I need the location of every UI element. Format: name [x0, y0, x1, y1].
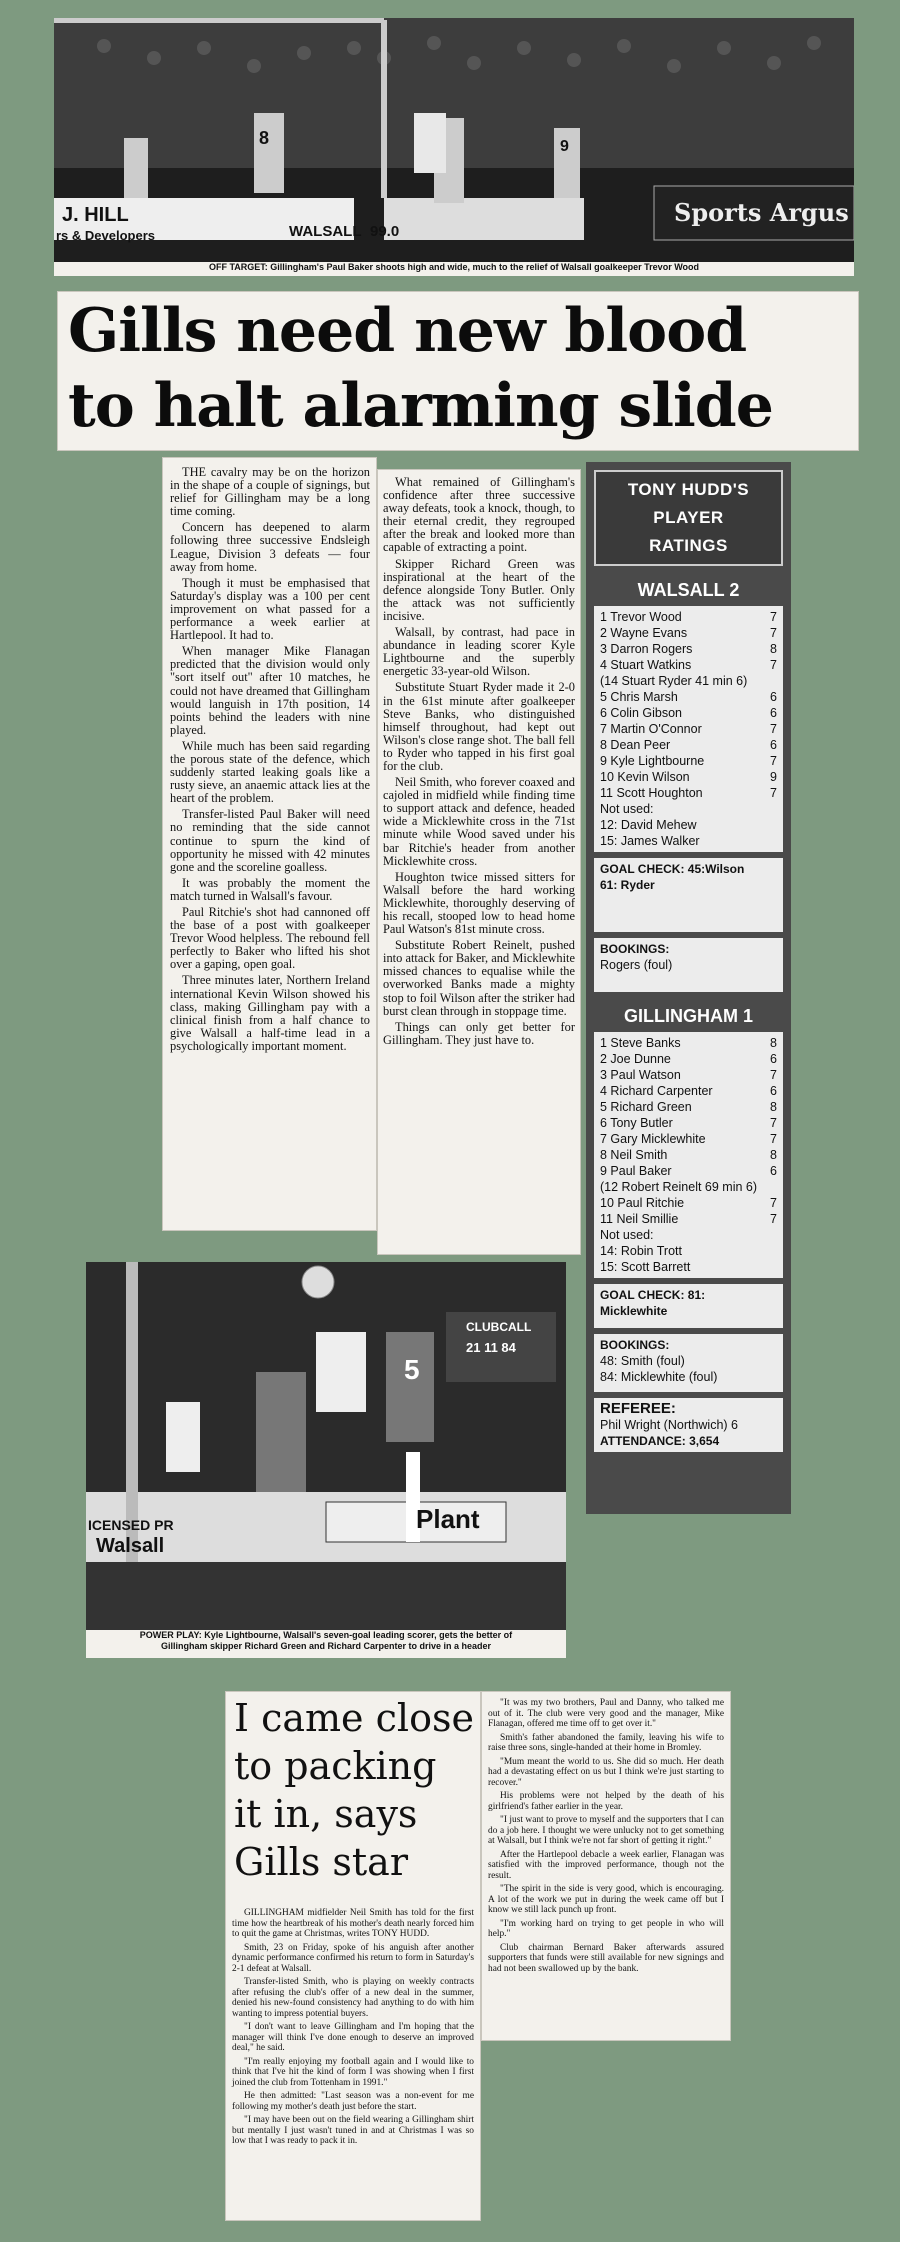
gillingham-goal-check — [594, 1284, 783, 1328]
player-score: 7 — [770, 1196, 777, 1210]
banner-mid-2: 99.0 — [370, 223, 400, 240]
second-story-paragraph: "It was my two brothers, Paul and Danny, who talked me out of it. The club were very good and the manager, Mike Flanagan, offered me time off to get over it." — [488, 1698, 724, 1729]
player-name: 9 Paul Baker — [600, 1164, 672, 1178]
player-score: 6 — [770, 706, 777, 720]
player-score: 8 — [770, 1100, 777, 1114]
walsall-bookings-label: BOOKINGS: — [600, 942, 670, 956]
player-score: 6 — [770, 1084, 777, 1098]
player-score: 7 — [770, 786, 777, 800]
ratings-title-2: PLAYER — [653, 508, 724, 527]
second-story-column-2 — [488, 1698, 724, 1977]
player-name: 3 Darron Rogers — [600, 642, 693, 656]
second-story-headline-line: to packing — [234, 1744, 437, 1788]
player-score: 8 — [770, 642, 777, 656]
player-rating-row — [600, 1131, 777, 1147]
attendance-value: ATTENDANCE: 3,654 — [600, 1434, 720, 1448]
player-name: 4 Stuart Watkins — [600, 658, 692, 672]
second-story-paragraph: GILLINGHAM midfielder Neil Smith has told for the first time how the heartbreak of his mother's death nearly forced him to quit the game at Christmas, writes TONY HUDD. — [232, 1908, 474, 1939]
ratings-title-1: TONY HUDD'S — [627, 480, 750, 499]
referee-label: REFEREE: — [600, 1400, 676, 1417]
player-rating-row — [600, 609, 777, 625]
top-photo-caption: OFF TARGET: Gillingham's Paul Baker shoots high and wide, much to the relief of Walsall goalkeeper Trevor Wood — [54, 262, 854, 276]
walsall-goal-check-line-1: GOAL CHECK: 45:Wilson — [600, 862, 745, 876]
player-name: 10 Paul Ritchie — [600, 1196, 685, 1210]
player-rating-row — [600, 1211, 777, 1227]
player-rating-row — [600, 1147, 777, 1163]
player-number-b: 9 — [560, 138, 569, 155]
player-rating-row — [600, 737, 777, 753]
second-story-paragraph: "The spirit in the side is very good, which is encouraging. A lot of the work we put in during the week came off but I know we still lack punch up front. — [488, 1884, 724, 1915]
article-paragraph: When manager Mike Flanagan predicted that the division would only "sort itself out" after 10 matches, he could not have dreamed that Gillingham would languish in 17th position, 14 points behind the leaders with nine played. — [170, 644, 370, 737]
player-rating-row — [600, 657, 777, 673]
article-paragraph: What remained of Gillingham's confidence after three successive away defeats, took a knock, though, to their eternal credit, they regrouped after the break and looked more than capable of extracting a point. — [383, 475, 575, 555]
player-score: 7 — [770, 610, 777, 624]
player-score: 8 — [770, 1148, 777, 1162]
walsall-goal-check — [594, 858, 783, 932]
mid-photo — [86, 1262, 566, 1630]
player-rating-row — [600, 1067, 777, 1083]
banner-right: Sports Argus — [674, 198, 849, 227]
walsall-bookings — [594, 938, 783, 992]
second-story-paragraph: After the Hartlepool debacle a week earlier, Flanagan was satisfied with the improved performance, though not the result. — [488, 1849, 724, 1881]
second-story-paragraph: "Mum meant the world to us. She did so much. Her death had a devastating effect on us but I think we're just starting to recover." — [488, 1756, 724, 1788]
player-rating-row — [600, 721, 777, 737]
article-paragraph: Neil Smith, who forever coaxed and cajoled in midfield while finding time to support attack and defence, headed wide a Micklewhite cross in the 71st minute while Wood saved under his bar Ritchie's header from another Micklewhite cross. — [383, 775, 575, 868]
player-rating-row — [600, 769, 777, 785]
banner-left-2: rs & Developers — [56, 228, 155, 243]
article-paragraph: Substitute Robert Reinelt, pushed into attack for Baker, and Micklewhite missed chances to equalise while the overworked Banks made a mighty stop to foil Wilson after the striker had burst clean through in stoppage time. — [383, 938, 575, 1018]
player-name: 8 Neil Smith — [600, 1148, 668, 1162]
second-story-paragraph: "I'm working hard on trying to get people in who will help." — [488, 1918, 724, 1939]
article-paragraph: It was probably the moment the match turned in Walsall's favour. — [170, 875, 370, 903]
player-rating-row — [600, 1035, 777, 1051]
player-rating-row — [600, 1115, 777, 1131]
mid-photo-shirt-number: 5 — [404, 1354, 420, 1385]
player-score: 7 — [770, 1132, 777, 1146]
second-story-headline-line: Gills star — [234, 1840, 408, 1884]
gillingham-booking-1: 48: Smith (foul) — [600, 1354, 685, 1368]
player-name: 11 Neil Smillie — [600, 1212, 679, 1226]
player-name: 11 Scott Houghton — [600, 786, 703, 800]
player-name: 5 Richard Green — [600, 1100, 692, 1114]
second-story-paragraph: Transfer-listed Smith, who is playing on weekly contracts after refusing the club's offer of a new deal in the summer, denied his new-found consistency had anything to do with him wanting to impress potential buyers. — [232, 1977, 474, 2019]
player-rating-row — [600, 785, 777, 801]
mid-photo-board-3: Plant — [416, 1504, 480, 1534]
player-rating-row — [600, 1179, 777, 1195]
player-score: 6 — [770, 1164, 777, 1178]
player-name: 7 Gary Micklewhite — [600, 1132, 706, 1146]
player-rating-row — [600, 1083, 777, 1099]
player-rating-row — [600, 1163, 777, 1179]
player-name: 7 Martin O'Connor — [600, 722, 702, 736]
banner-left: J. HILL — [62, 204, 129, 226]
player-score: 7 — [770, 722, 777, 736]
player-rating-row — [600, 641, 777, 657]
article-paragraph: THE cavalry may be on the horizon in the shape of a couple of signings, but relief for Gillingham may be a long time coming. — [170, 465, 370, 519]
article-paragraph: Houghton twice missed sitters for Walsall before the hard working Micklewhite, thoroughly deserving of his recall, stooped low to head home Paul Watson's 81st minute cross. — [383, 869, 575, 937]
player-score: 7 — [770, 626, 777, 640]
player-name: 2 Joe Dunne — [600, 1052, 671, 1066]
walsall-player-list — [594, 606, 783, 852]
mid-photo-board-2: 21 11 84 — [466, 1340, 516, 1355]
walsall-bookings-value: Rogers (foul) — [600, 958, 673, 972]
headline-line-1: Gills need new blood — [68, 296, 747, 366]
article-column-2 — [383, 476, 575, 1050]
referee-value: Phil Wright (Northwich) 6 — [600, 1418, 739, 1432]
player-name: 6 Colin Gibson — [600, 706, 682, 720]
player-name: 2 Wayne Evans — [600, 626, 688, 640]
player-name: (12 Robert Reinelt 69 min 6) — [600, 1180, 758, 1194]
second-story-paragraph: Smith's father abandoned the family, leaving his wife to raise three sons, single-handed at their home in Bromley. — [488, 1732, 724, 1753]
article-paragraph: Substitute Stuart Ryder made it 2-0 in the 61st minute after goalkeeper Steve Banks, who distinguished himself throughout, had kept out Wilson's close range shot. The ball fell to Ryder who tapped in his first goal for the club. — [383, 680, 575, 773]
article-paragraph: Three minutes later, Northern Ireland international Kevin Wilson showed his class, making Gillingham pay with a clinical finish from a half chance to give Walsall a half-time lead in a psychologically important moment. — [170, 973, 370, 1053]
headline-line-2: to halt alarming slide — [68, 371, 773, 441]
second-story-column-1 — [232, 1908, 474, 2150]
gillingham-player-list — [594, 1032, 783, 1278]
second-story-headline — [234, 1694, 474, 1886]
player-name: 8 Dean Peer — [600, 738, 671, 752]
player-score: 7 — [770, 1116, 777, 1130]
player-rating-row — [600, 753, 777, 769]
player-score: 7 — [770, 754, 777, 768]
ratings-title-3: RATINGS — [649, 536, 728, 555]
gillingham-bookings — [594, 1334, 783, 1392]
not-used-player: 15: James Walker — [600, 834, 700, 848]
article-paragraph: Concern has deepened to alarm following three successive Endsleigh League, Division 3 defeats — four away from home. — [170, 520, 370, 574]
player-score: 7 — [770, 658, 777, 672]
not-used-player: 12: David Mehew — [600, 818, 697, 832]
mid-photo-caption — [86, 1630, 566, 1658]
player-score: 7 — [770, 1068, 777, 1082]
gillingham-header: GILLINGHAM 1 — [624, 1006, 753, 1026]
top-photo — [54, 18, 854, 262]
second-story-headline-line: it in, says — [234, 1792, 418, 1836]
mid-photo-caption-line-2: Gillingham skipper Richard Green and Richard Carpenter to drive in a header — [160, 1641, 492, 1651]
second-story-paragraph: Smith, 23 on Friday, spoke of his anguish after another dynamic performance confirmed his return to form in Saturday's 2-1 defeat at Walsall. — [232, 1942, 474, 1974]
player-name: 3 Paul Watson — [600, 1068, 681, 1082]
second-story-paragraph: Club chairman Bernard Baker afterwards assured supporters that funds were still available for new signings and had not been swallowed up by the bank. — [488, 1942, 724, 1974]
player-number-a: 8 — [259, 128, 270, 148]
banner-mid: WALSALL — [289, 223, 362, 240]
player-rating-row — [600, 1195, 777, 1211]
player-name: 5 Chris Marsh — [600, 690, 678, 704]
article-paragraph: Things can only get better for Gillingham. They just have to. — [383, 1019, 575, 1047]
player-score: 6 — [770, 690, 777, 704]
walsall-goal-check-line-2: 61: Ryder — [600, 878, 655, 892]
player-ratings-panel — [586, 462, 791, 1514]
referee-box — [594, 1398, 783, 1452]
second-story-paragraph: "I may have been out on the field wearing a Gillingham shirt but mentally I just wasn't tuned in and at Christmas I was so low that I was ready to pack it in. — [232, 2115, 474, 2146]
player-score: 9 — [770, 770, 777, 784]
article-paragraph: Transfer-listed Paul Baker will need no reminding that the side cannot continue to spurn the kind of opportunity he missed with 42 minutes gone and the scoreline goalless. — [170, 807, 370, 874]
player-name: 6 Tony Butler — [600, 1116, 673, 1130]
player-name: (14 Stuart Ryder 41 min 6) — [600, 674, 748, 688]
not-used-player: 15: Scott Barrett — [600, 1260, 691, 1274]
player-rating-row — [600, 1051, 777, 1067]
gillingham-bookings-label: BOOKINGS: — [600, 1338, 670, 1352]
article-paragraph: While much has been said regarding the porous state of the defence, which suddenly started leaking goals like a rusty sieve, an anaemic attack lies at the heart of the problem. — [170, 738, 370, 806]
mid-photo-board-1: CLUBCALL — [466, 1320, 532, 1334]
mid-photo-image — [86, 1262, 566, 1630]
article-column-1 — [170, 466, 370, 1056]
player-score: 8 — [770, 1036, 777, 1050]
player-score: 7 — [770, 1212, 777, 1226]
player-name: 9 Kyle Lightbourne — [600, 754, 705, 768]
player-name: 10 Kevin Wilson — [600, 770, 690, 784]
mid-photo-caption-line-1: POWER PLAY: Kyle Lightbourne, Walsall's seven-goal leading scorer, gets the better of — [139, 1630, 513, 1640]
gillingham-goal-check-line-1: GOAL CHECK: 81: — [600, 1288, 706, 1302]
article-paragraph: Skipper Richard Green was inspirational at the heart of the defence alongside Tony Butler. Only the attack was not sufficiently incisive. — [383, 556, 575, 623]
second-story-paragraph: "I just want to prove to myself and the supporters that I can do a job here. I thought we were unlucky not to get something at Walsall, but I think we're not far short of getting it right." — [488, 1815, 724, 1846]
mid-photo-board-4: ICENSED PR — [88, 1517, 174, 1533]
second-story-headline-line: I came close — [234, 1696, 474, 1740]
player-name: 4 Richard Carpenter — [600, 1084, 713, 1098]
mid-photo-board-5: Walsall — [96, 1535, 165, 1557]
player-name: 1 Trevor Wood — [600, 610, 682, 624]
second-story-paragraph: "I don't want to leave Gillingham and I'm hoping that the manager will think I've done enough to deserve an improved deal," he said. — [232, 2022, 474, 2053]
player-score: 6 — [770, 1052, 777, 1066]
walsall-header: WALSALL 2 — [637, 580, 740, 600]
gillingham-goal-check-line-2: Micklewhite — [600, 1304, 668, 1318]
second-story-paragraph: His problems were not helped by the death of his girlfriend's father earlier in the year. — [488, 1791, 724, 1812]
player-score: 6 — [770, 738, 777, 752]
player-rating-row — [600, 689, 777, 705]
second-story-paragraph: He then admitted: "Last season was a non-event for me following my mother's death just before the start. — [232, 2091, 474, 2112]
not-used-label: Not used: — [600, 802, 654, 816]
second-story-paragraph: "I'm really enjoying my football again and I would like to think that I've hit the kind of form I was showing when I first joined the club from Tottenham in 1991." — [232, 2056, 474, 2088]
player-rating-row — [600, 625, 777, 641]
not-used-label: Not used: — [600, 1228, 654, 1242]
player-rating-row — [600, 1099, 777, 1115]
player-rating-row — [600, 673, 777, 689]
article-paragraph: Paul Ritchie's shot had cannoned off the base of a post with goalkeeper Trevor Wood helpless. The rebound fell perfectly to Baker who lifted his shot over a gaping, open goal. — [170, 905, 370, 972]
article-paragraph: Though it must be emphasised that Saturday's display was a 100 per cent improvement on what passed for a performance a week earlier at Hartlepool. It had to. — [170, 575, 370, 643]
gillingham-booking-2: 84: Micklewhite (foul) — [600, 1370, 718, 1384]
not-used-player: 14: Robin Trott — [600, 1244, 682, 1258]
player-rating-row — [600, 705, 777, 721]
player-name: 1 Steve Banks — [600, 1036, 681, 1050]
article-paragraph: Walsall, by contrast, had pace in abundance in leading scorer Kyle Lightbourne and the superbly energetic 33-year-old Wilson. — [383, 625, 575, 679]
